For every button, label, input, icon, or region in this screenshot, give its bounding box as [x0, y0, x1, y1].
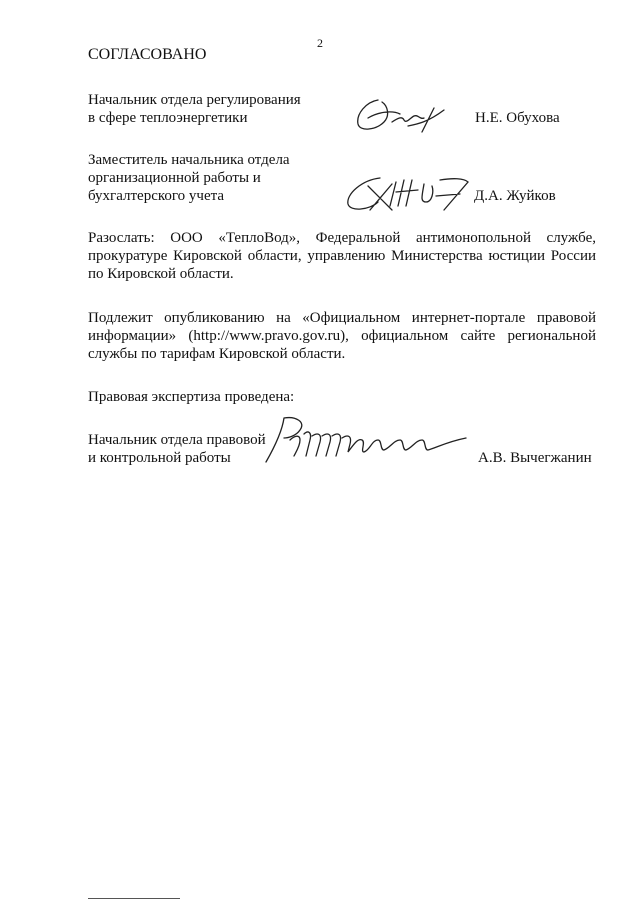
approver-1-position-line: в сфере теплоэнергетики	[88, 110, 248, 126]
legal-reviewer-signature	[260, 412, 472, 470]
approver-1-signature	[348, 92, 458, 138]
legal-reviewer-position-line: Начальник отдела правовой	[88, 432, 266, 448]
distribution-line: по Кировской области.	[88, 266, 234, 282]
legal-reviewer-position	[88, 431, 266, 467]
approver-1-name: Н.Е. Обухова	[475, 110, 560, 126]
approver-1-position	[88, 91, 301, 127]
approver-2-signature	[340, 166, 476, 218]
publication-line: информации» (http://www.pravo.gov.ru), официальном сайте региональной	[88, 328, 596, 344]
legal-reviewer-name: А.В. Вычегжанин	[478, 450, 592, 466]
approver-2-position-line: бухгалтерского учета	[88, 188, 225, 204]
legal-review-statement: Правовая экспертиза проведена:	[88, 389, 295, 405]
approver-1-position-line: Начальник отдела регулирования	[88, 92, 301, 108]
legal-reviewer-position-line: и контрольной работы	[88, 450, 231, 466]
page-number: 2	[317, 36, 323, 50]
distribution-line: прокуратуре Кировской области, управлению Министерства юстиции России	[88, 248, 596, 264]
footer-rule	[88, 898, 180, 899]
approver-2-position-line: Заместитель начальника отдела	[88, 152, 290, 168]
approver-2-position	[88, 151, 290, 205]
distribution-line: Разослать: ООО «ТеплоВод», Федеральной антимонопольной службе,	[88, 230, 596, 246]
publication-line: Подлежит опубликованию на «Официальном интернет-портале правовой	[88, 310, 596, 326]
approver-2-position-line: организационной работы и	[88, 170, 261, 186]
publication-line: службы по тарифам Кировской области.	[88, 346, 346, 362]
approver-2-name: Д.А. Жуйков	[474, 188, 556, 204]
distribution-paragraph	[88, 229, 596, 283]
publication-paragraph	[88, 309, 596, 363]
approval-heading: СОГЛАСОВАНО	[88, 46, 207, 63]
